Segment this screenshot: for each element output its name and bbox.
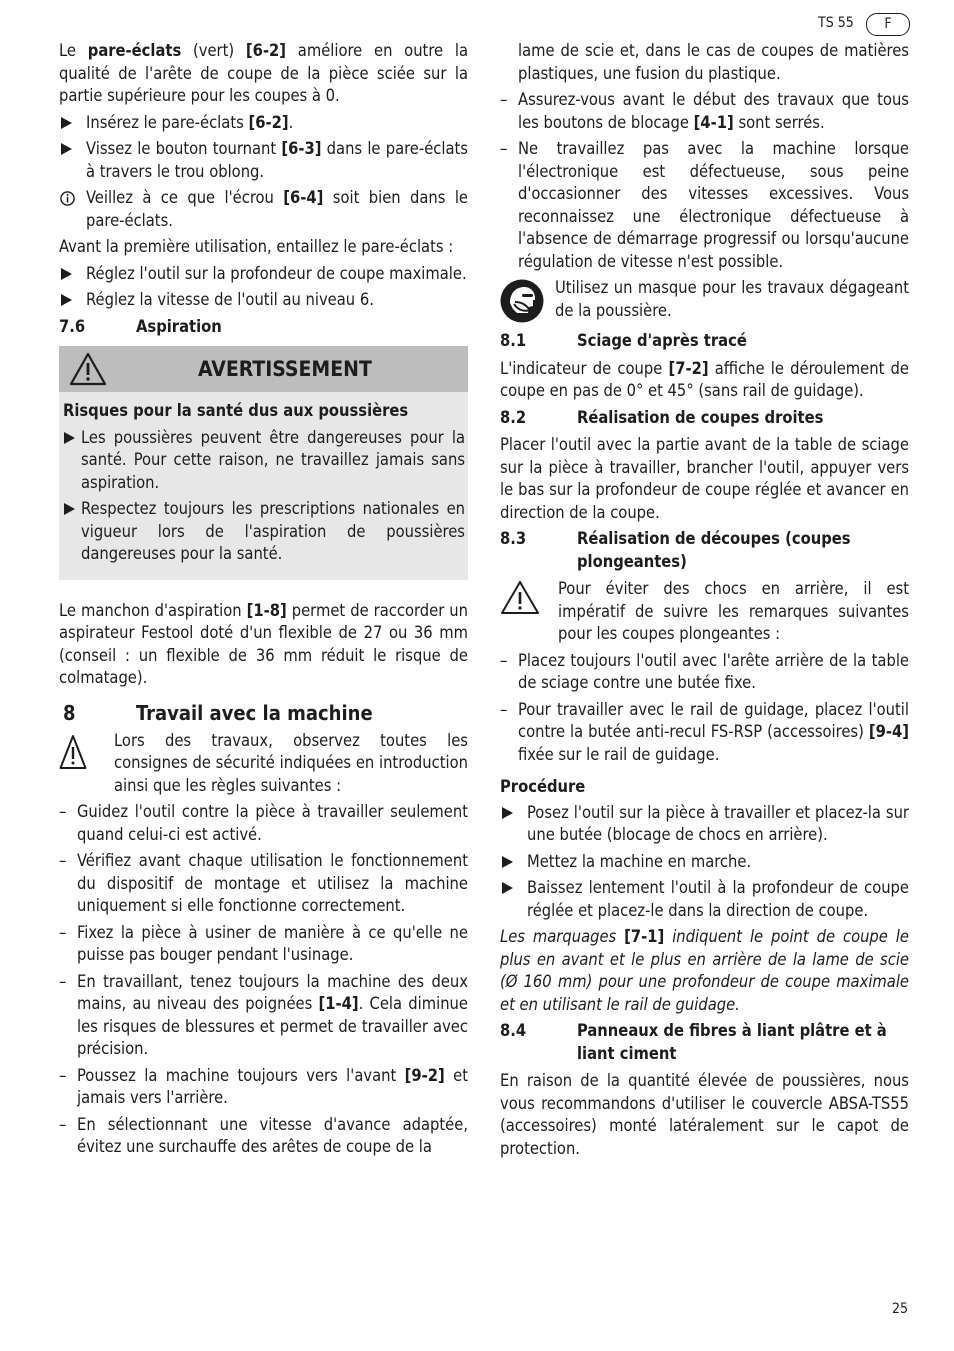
bullet-item: Mettez la machine en marche.	[500, 851, 909, 874]
header-model: TS 55	[818, 15, 854, 31]
dash-item: – En travaillant, tenez toujours la machine des deux mains, au niveau des poignées [1-4]. Cela diminue les risques de blessures et permet de travailler avec précision.	[59, 971, 468, 1058]
right-column	[500, 40, 909, 1164]
bullet-item: Réglez l'outil sur la profondeur de coupe maximale.	[59, 263, 468, 286]
caution-note: Lors des travaux, observez toutes les consignes de sécurité indiquées en introduction ainsi que les règles suivantes :	[59, 730, 468, 798]
dash-item: – Assurez-vous avant le début des travaux que tous les boutons de blocage [4-1] sont serrés.	[500, 90, 909, 132]
dash-item: – Pour travailler avec le rail de guidage, placez l'outil contre la butée anti-recul FS-RSP (accessoires) [9-4] fixée sur le rail de guidage.	[500, 699, 909, 764]
section-heading-8-1: 8.1 Sciage d'après tracé	[500, 331, 747, 350]
bullet-item: Posez l'outil sur la pièce à travailler et placez-la sur une butée (blocage de chocs en arrière).	[500, 802, 909, 847]
language-badge: F	[866, 13, 910, 36]
dash-item: – Guidez l'outil contre la pièce à travailler seulement quand celui-ci est activé.	[59, 802, 468, 844]
bullet-item: Insérez le pare-éclats [6-2].	[59, 112, 468, 135]
dash-item: – Fixez la pièce à usiner de manière à ce qu'elle ne puisse pas bouger pendant l'usinage.	[59, 922, 468, 964]
page-number: 25	[892, 1301, 909, 1317]
dash-item: – En sélectionnant une vitesse d'avance adaptée, évitez une surchauffe des arêtes de coupe de la	[59, 1114, 468, 1156]
procedure-heading: Procédure	[500, 777, 586, 796]
arrow-bullet-icon	[61, 268, 72, 280]
info-icon	[60, 191, 75, 206]
warning-header	[59, 346, 468, 392]
info-note: Veillez à ce que l'écrou [6-4] soit bien dans le pare-éclats.	[59, 187, 468, 232]
paragraph-8-1: L'indicateur de coupe [7-2] affiche le déroulement de coupe en pas de 0° et 45° (sans rail de guidage).	[500, 358, 909, 400]
section-heading-8: 8 Travail avec la machine	[63, 700, 373, 725]
section-heading-8-4: 8.4 Panneaux de fibres à liant plâtre et à liant ciment	[500, 1021, 887, 1063]
warning-box	[59, 346, 468, 580]
bullet-item: Réglez la vitesse de l'outil au niveau 6.	[59, 289, 468, 312]
caution-note: Pour éviter des chocs en arrière, il est impératif de suivre les remarques suivantes pour les coupes plongeantes :	[500, 578, 909, 646]
dash-item-continued: lame de scie et, dans le cas de coupes de matières plastiques, une fusion du plastique.	[518, 41, 909, 83]
warning-item: Respectez toujours les prescriptions nationales en vigueur lors de l'aspiration de poussières dangereuses pour la santé.	[63, 498, 465, 566]
bullet-item: Baissez lentement l'outil à la profondeur de coupe réglée et placez-le dans la direction de coupe.	[500, 877, 909, 922]
dash-item: – Poussez la machine toujours vers l'avant [9-2] et jamais vers l'arrière.	[59, 1065, 468, 1107]
left-column	[59, 40, 468, 1163]
arrow-bullet-icon	[61, 294, 72, 306]
arrow-bullet-icon	[502, 807, 513, 819]
arrow-bullet-icon	[64, 503, 75, 515]
section-heading-7-6: 7.6 Aspiration	[59, 316, 222, 336]
bullet-item: Vissez le bouton tournant [6-3] dans le pare-éclats à travers le trou oblong.	[59, 138, 468, 183]
warning-item: Les poussières peuvent être dangereuses pour la santé. Pour cette raison, ne travaillez jamais sans aspiration.	[63, 427, 465, 495]
paragraph-aspiration: Le manchon d'aspiration [1-8] permet de raccorder un aspirateur Festool doté d'un flexible de 27 ou 36 mm (conseil : un flexible de 36 mm réduit le risque de colmatage).	[59, 600, 468, 687]
dash-item: – Placez toujours l'outil avec l'arête arrière de la table de sciage contre une butée fixe.	[500, 650, 909, 692]
paragraph-8-4: En raison de la quantité élevée de poussières, nous vous recommandons d'utiliser le couvercle ABSA-TS55 (accessoires) monté latéralement sur le capot de protection.	[500, 1071, 909, 1158]
section-heading-8-3: 8.3 Réalisation de découpes (coupes plongeantes)	[500, 529, 851, 571]
paragraph-entaillez: Avant la première utilisation, entaillez le pare-éclats :	[59, 237, 454, 256]
paragraph-8-2: Placer l'outil avec la partie avant de la table de sciage sur la pièce à travailler, brancher l'outil, appuyer vers le bas sur la profondeur de coupe réglée et avancer en direction de la coupe.	[500, 435, 909, 522]
warning-title: AVERTISSEMENT	[198, 357, 372, 381]
dash-item: – Ne travaillez pas avec la machine lorsque l'électronique est défectueuse, sous peine d'occasionner des vitesses excessives. Vous reconnaissez une électronique défectueuse à l'absence de démarrage progressif ou lorsqu'aucune régulation de vitesse n'est possible.	[500, 139, 909, 271]
warning-triangle-icon	[500, 580, 540, 616]
mask-note: Utilisez un masque pour les travaux dégageant de la poussière.	[500, 277, 909, 322]
dust-mask-icon	[500, 279, 544, 323]
dash-item: – Vérifiez avant chaque utilisation le fonctionnement du dispositif de montage et utilisez la machine uniquement si elle fonctionne correctement.	[59, 851, 468, 915]
section-heading-8-2: 8.2 Réalisation de coupes droites	[500, 407, 824, 427]
arrow-bullet-icon	[64, 432, 75, 444]
arrow-bullet-icon	[502, 882, 513, 894]
italic-note: Les marquages [7-1] indiquent le point de coupe le plus en avant et le plus en arrière de la lame de scie (Ø 160 mm) pour une profondeur de coupe maximale et en utilisant le rail de guidage.	[500, 927, 909, 1014]
warning-triangle-icon	[69, 352, 107, 386]
paragraph-pare-eclats: Le pare-éclats (vert) [6-2] améliore en outre la qualité de l'arête de coupe de la pièce sciée sur la partie supérieure pour les coupes à 0.	[59, 41, 468, 105]
warning-triangle-icon	[59, 734, 87, 771]
arrow-bullet-icon	[502, 856, 513, 868]
arrow-bullet-icon	[61, 117, 72, 129]
arrow-bullet-icon	[61, 143, 72, 155]
warning-subtitle: Risques pour la santé dus aux poussières	[63, 401, 409, 420]
